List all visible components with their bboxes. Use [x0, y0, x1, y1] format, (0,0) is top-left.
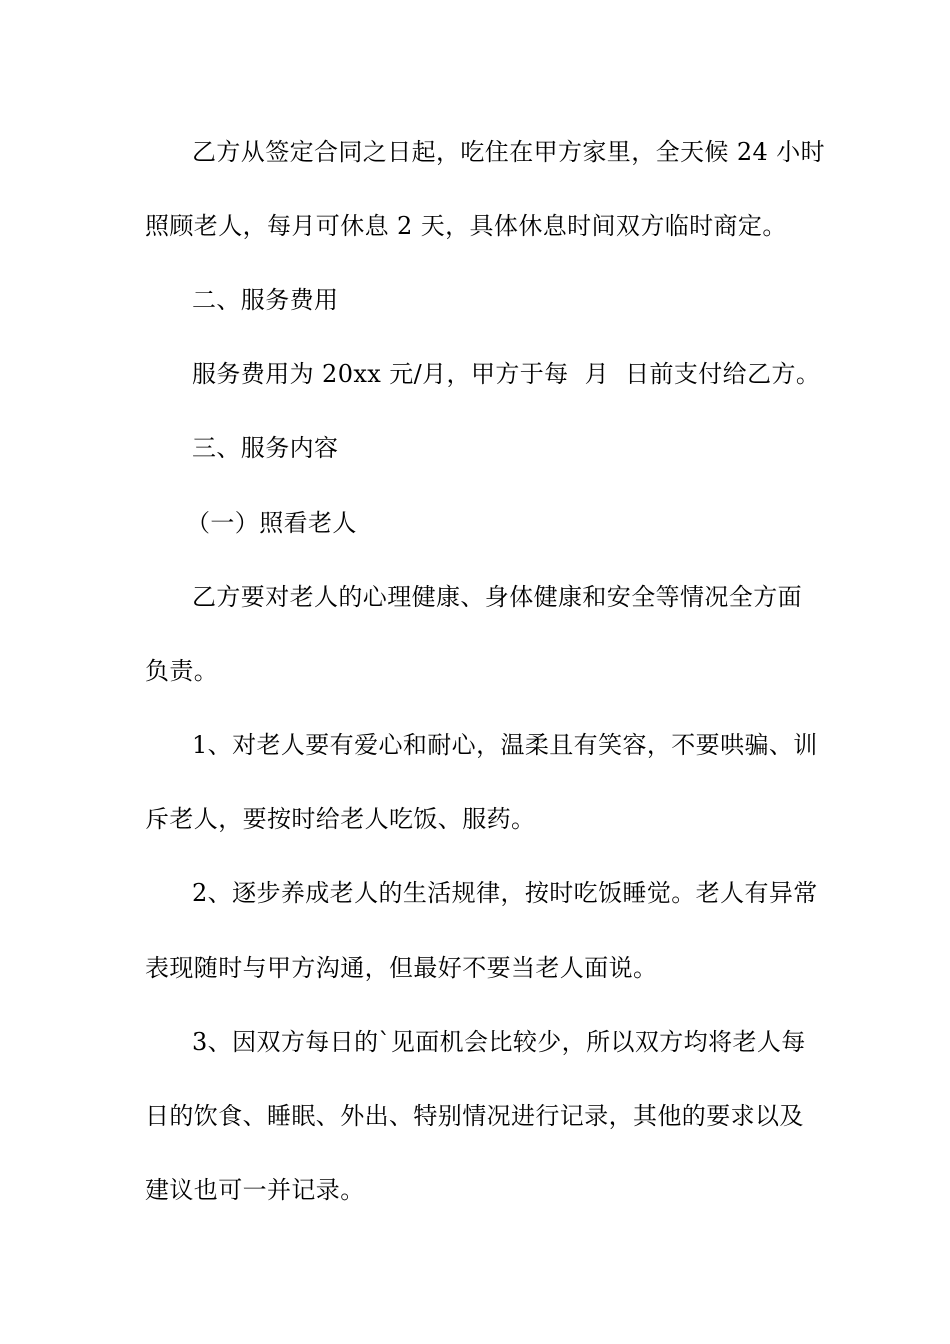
list-item-line: 斥老人，要按时给老人吃饭、服药。	[145, 805, 536, 833]
list-item-line: 建议也可一并记录。	[145, 1176, 365, 1204]
section-heading: 二、服务费用	[192, 286, 339, 314]
list-item-line: 表现随时与甲方沟通，但最好不要当老人面说。	[145, 954, 658, 982]
paragraph-line: 照顾老人，每月可休息 2 天，具体休息时间双方临时商定。	[145, 212, 787, 240]
list-item-line: 3、因双方每日的`见面机会比较少，所以双方均将老人每	[192, 1028, 806, 1056]
paragraph-line: 负责。	[145, 657, 219, 685]
subsection-heading: （一）照看老人	[186, 509, 357, 537]
section-heading: 三、服务内容	[192, 434, 339, 462]
list-item-line: 日的饮食、睡眠、外出、特别情况进行记录，其他的要求以及	[145, 1102, 804, 1130]
list-item-line: 2、逐步养成老人的生活规律，按时吃饭睡觉。老人有异常	[192, 879, 818, 907]
list-item-line: 1、对老人要有爱心和耐心，温柔且有笑容，不要哄骗、训	[192, 731, 818, 759]
paragraph-line: 乙方从签定合同之日起，吃住在甲方家里，全天候 24 小时	[192, 138, 825, 166]
paragraph-line: 乙方要对老人的心理健康、身体健康和安全等情况全方面	[192, 583, 802, 611]
paragraph-line: 服务费用为 20xx 元/月，甲方于每 月 日前支付给乙方。	[192, 360, 821, 388]
